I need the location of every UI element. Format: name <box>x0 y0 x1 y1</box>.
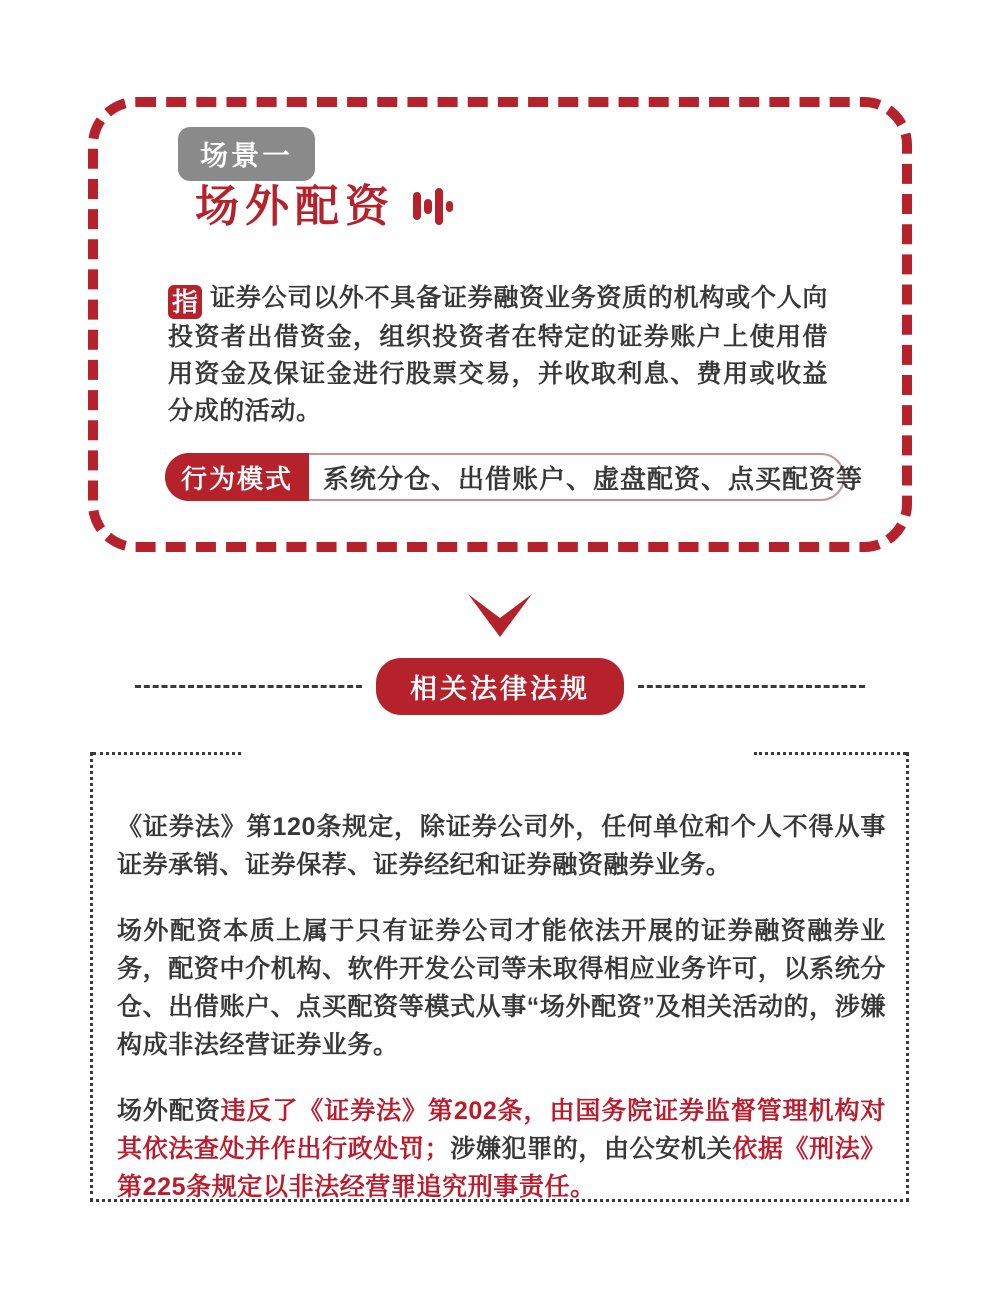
law-text-segment: 违反了《证券法》第202条，由国务院证券监督管理机构对其依法查处并作出行政处罚； <box>117 1097 886 1163</box>
law-text-segment: 场外配资 <box>117 1097 221 1125</box>
law-text-segment: 依据《刑法》第225条规定以非法经营罪追究刑事责任。 <box>117 1135 886 1201</box>
law-text-segment: 场外配资本质上属于只有证券公司才能依法开展的证券融资融券业务，配资中介机构、软件开发公司等未取得相应业务许可，以系统分仓、出借账户、点买配资等模式从事“场外配资”及相关活动的，涉嫌构成非法经营证券业务。 <box>117 917 886 1059</box>
law-text-segment: 涉嫌犯罪的，由公安机关 <box>450 1135 733 1163</box>
waveform-bars-icon <box>413 186 455 228</box>
section-divider <box>135 662 865 710</box>
law-card-top-border-left <box>93 752 241 755</box>
law-text-segment: 《证券法》第120条规定，除证券公司外，任何单位和个人不得从事证券承销、证券保荐、证券经纪和证券融资融券业务。 <box>117 813 886 879</box>
definition-paragraph <box>168 280 828 430</box>
scenario-badge: 场景一 <box>178 127 315 181</box>
down-chevron-icon <box>468 594 532 638</box>
scenario-title: 场外配资 <box>195 182 395 231</box>
law-paragraphs <box>117 808 886 1206</box>
definition-text: 证券公司以外不具备证券融资业务资质的机构或个人向投资者出借资金，组织投资者在特定的证券账户上使用借用资金及保证金进行股票交易，并收取利息、费用或收益分成的活动。 <box>168 284 828 425</box>
law-paragraph <box>117 808 886 884</box>
divider-line-left <box>135 685 362 688</box>
scenario-card <box>88 97 912 552</box>
zhi-marker-icon: 指 <box>168 285 202 319</box>
law-card-top-border-right <box>754 752 906 755</box>
scenario-title-row <box>195 183 455 231</box>
law-paragraph <box>117 1092 886 1206</box>
behavior-mode-value: 系统分仓、出借账户、虚盘配资、点买配资等 <box>323 463 864 494</box>
law-card <box>90 752 909 1202</box>
section-pill: 相关法律法规 <box>376 658 624 715</box>
law-paragraph <box>117 912 886 1064</box>
divider-line-right <box>638 685 865 688</box>
behavior-mode-label: 行为模式 <box>165 453 309 501</box>
behavior-mode-row <box>165 453 864 501</box>
